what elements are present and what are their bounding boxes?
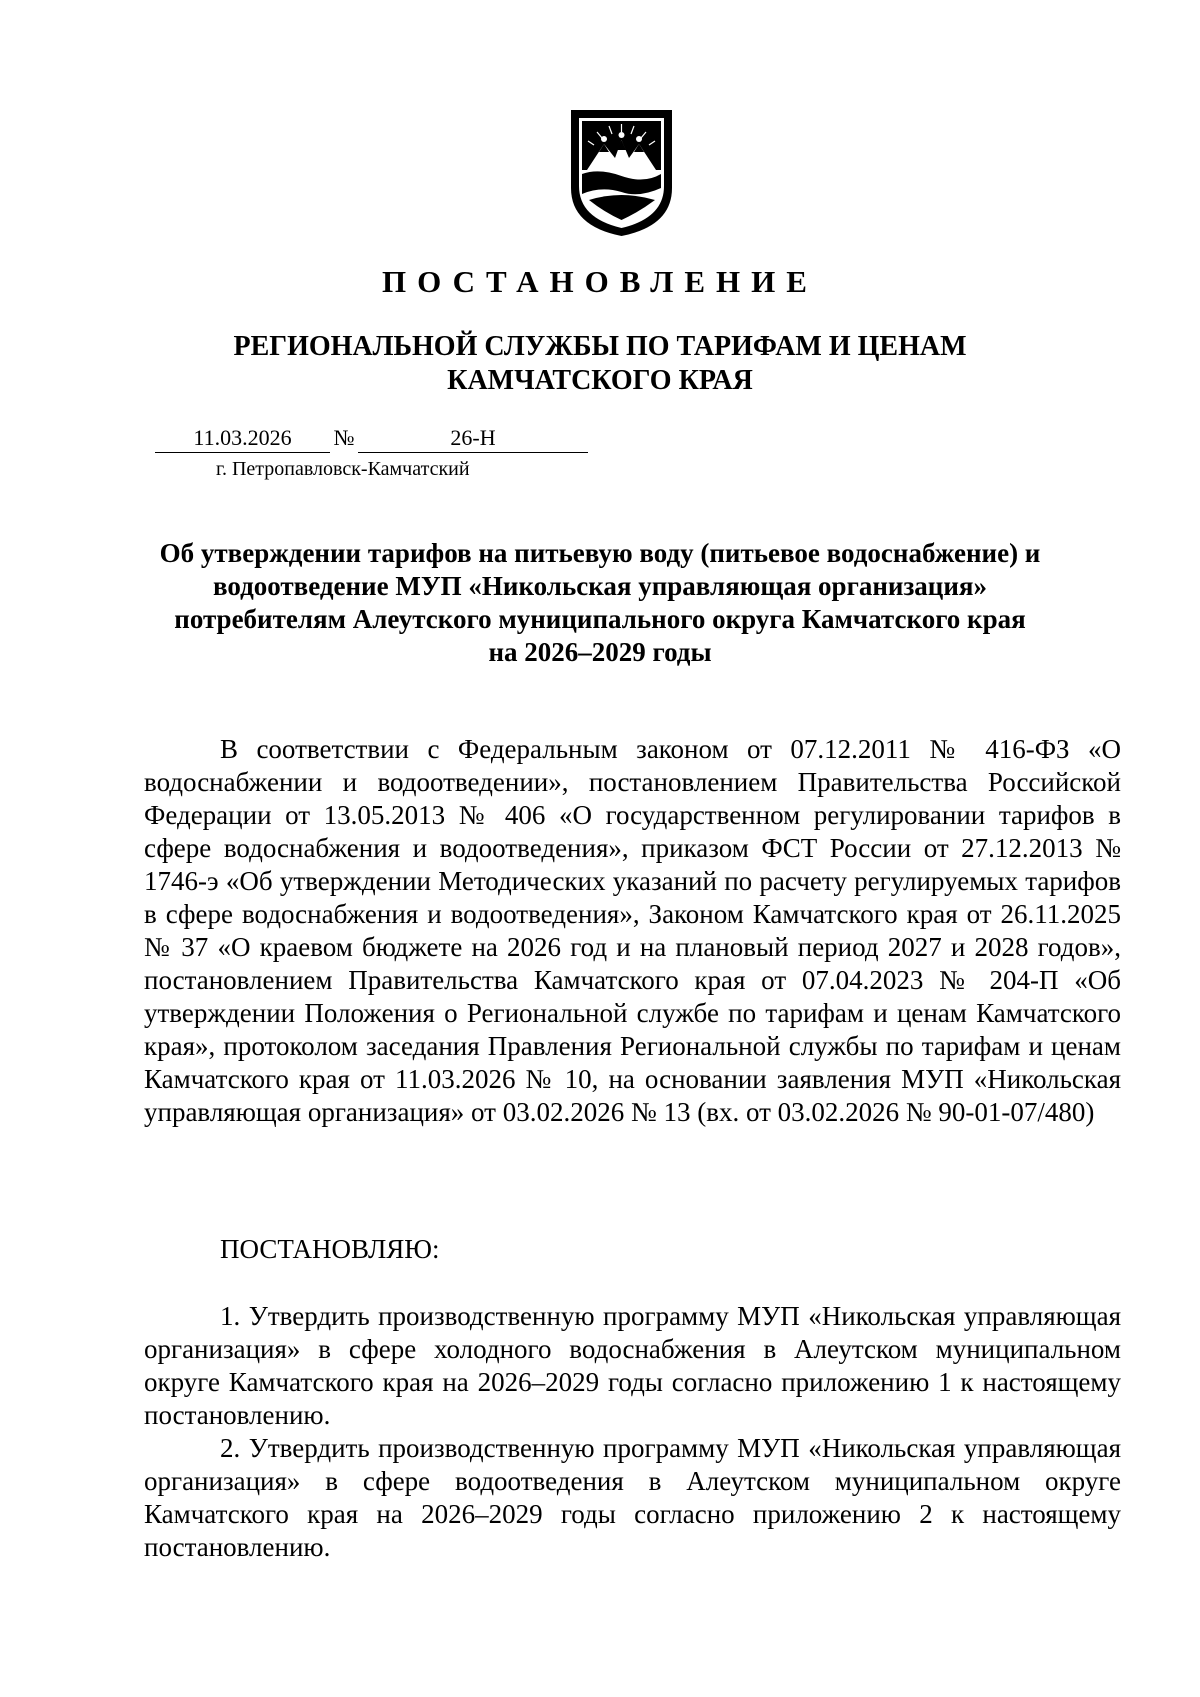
subject-line: на 2026–2029 годы: [488, 637, 712, 667]
subject-line: потребителям Алеутского муниципального округа Камчатского края: [174, 604, 1026, 634]
issuer-line: КАМЧАТСКОГО КРАЯ: [447, 365, 753, 396]
issuer-line: РЕГИОНАЛЬНОЙ СЛУЖБЫ ПО ТАРИФАМ И ЦЕНАМ: [233, 331, 967, 362]
subject-line: Об утверждении тарифов на питьевую воду (питьевое водоснабжение) и: [159, 538, 1041, 568]
registration-number: 26-Н: [358, 424, 588, 453]
resolution-item: 1. Утвердить производственную программу МУП «Никольская управляющая организация» в сфере холодного водоснабжения в Алеутском муниципальном округе Камчатского края на 2026–2029 годы согласно приложению 1 к настоящему постановлению.: [144, 1301, 1121, 1430]
subject-line: водоотведение МУП «Никольская управляющая организация»: [212, 571, 988, 601]
document-subject-title: [150, 537, 1050, 669]
registration-number-sign: №: [333, 425, 355, 450]
resolution-items: [144, 1300, 1121, 1564]
issuer-heading: [200, 330, 1000, 398]
preamble-paragraph: [144, 733, 1121, 1129]
registration-date: 11.03.2026: [155, 424, 330, 453]
issue-place: г. Петропавловск-Камчатский: [216, 458, 470, 480]
resolution-word: ПОСТАНОВЛЯЮ:: [220, 1234, 440, 1264]
preamble-text: В соответствии с Федеральным законом от 07.12.2011 № 416-ФЗ «О водоснабжении и водоотведении», постановлением Правительства Российской Федерации от 13.05.2013 № 406 «О государственном регулировании тарифов в сфере водоснабжения и водоотведения», приказом ФСТ России от 27.12.2013 № 1746-э «Об утверждении Методических указаний по расчету регулируемых тарифов в сфере водоснабжения и водоотведения», Законом Камчатского края от 26.11.2025 № 37 «О краевом бюджете на 2026 год и на плановый период 2027 и 2028 годов», постановлением Правительства Камчатского края от 07.04.2023 № 204-П «Об утверждении Положения о Региональной службе по тарифам и ценам Камчатского края», протоколом заседания Правления Региональной службы по тарифам и ценам Камчатского края от 11.03.2026 № 10, на основании заявления МУП «Никольская управляющая организация» от 03.02.2026 № 13 (вх. от 03.02.2026 № 90-01-07/480): [144, 734, 1121, 1127]
document-type-heading: ПОСТАНОВЛЕНИЕ: [382, 264, 818, 299]
resolution-item: 2. Утвердить производственную программу МУП «Никольская управляющая организация» в сфере водоотведения в Алеутском муниципальном округе Камчатского края на 2026–2029 годы согласно приложению 2 к настоящему постановлению.: [144, 1433, 1121, 1562]
kamchatka-coat-of-arms-icon: [569, 108, 674, 238]
